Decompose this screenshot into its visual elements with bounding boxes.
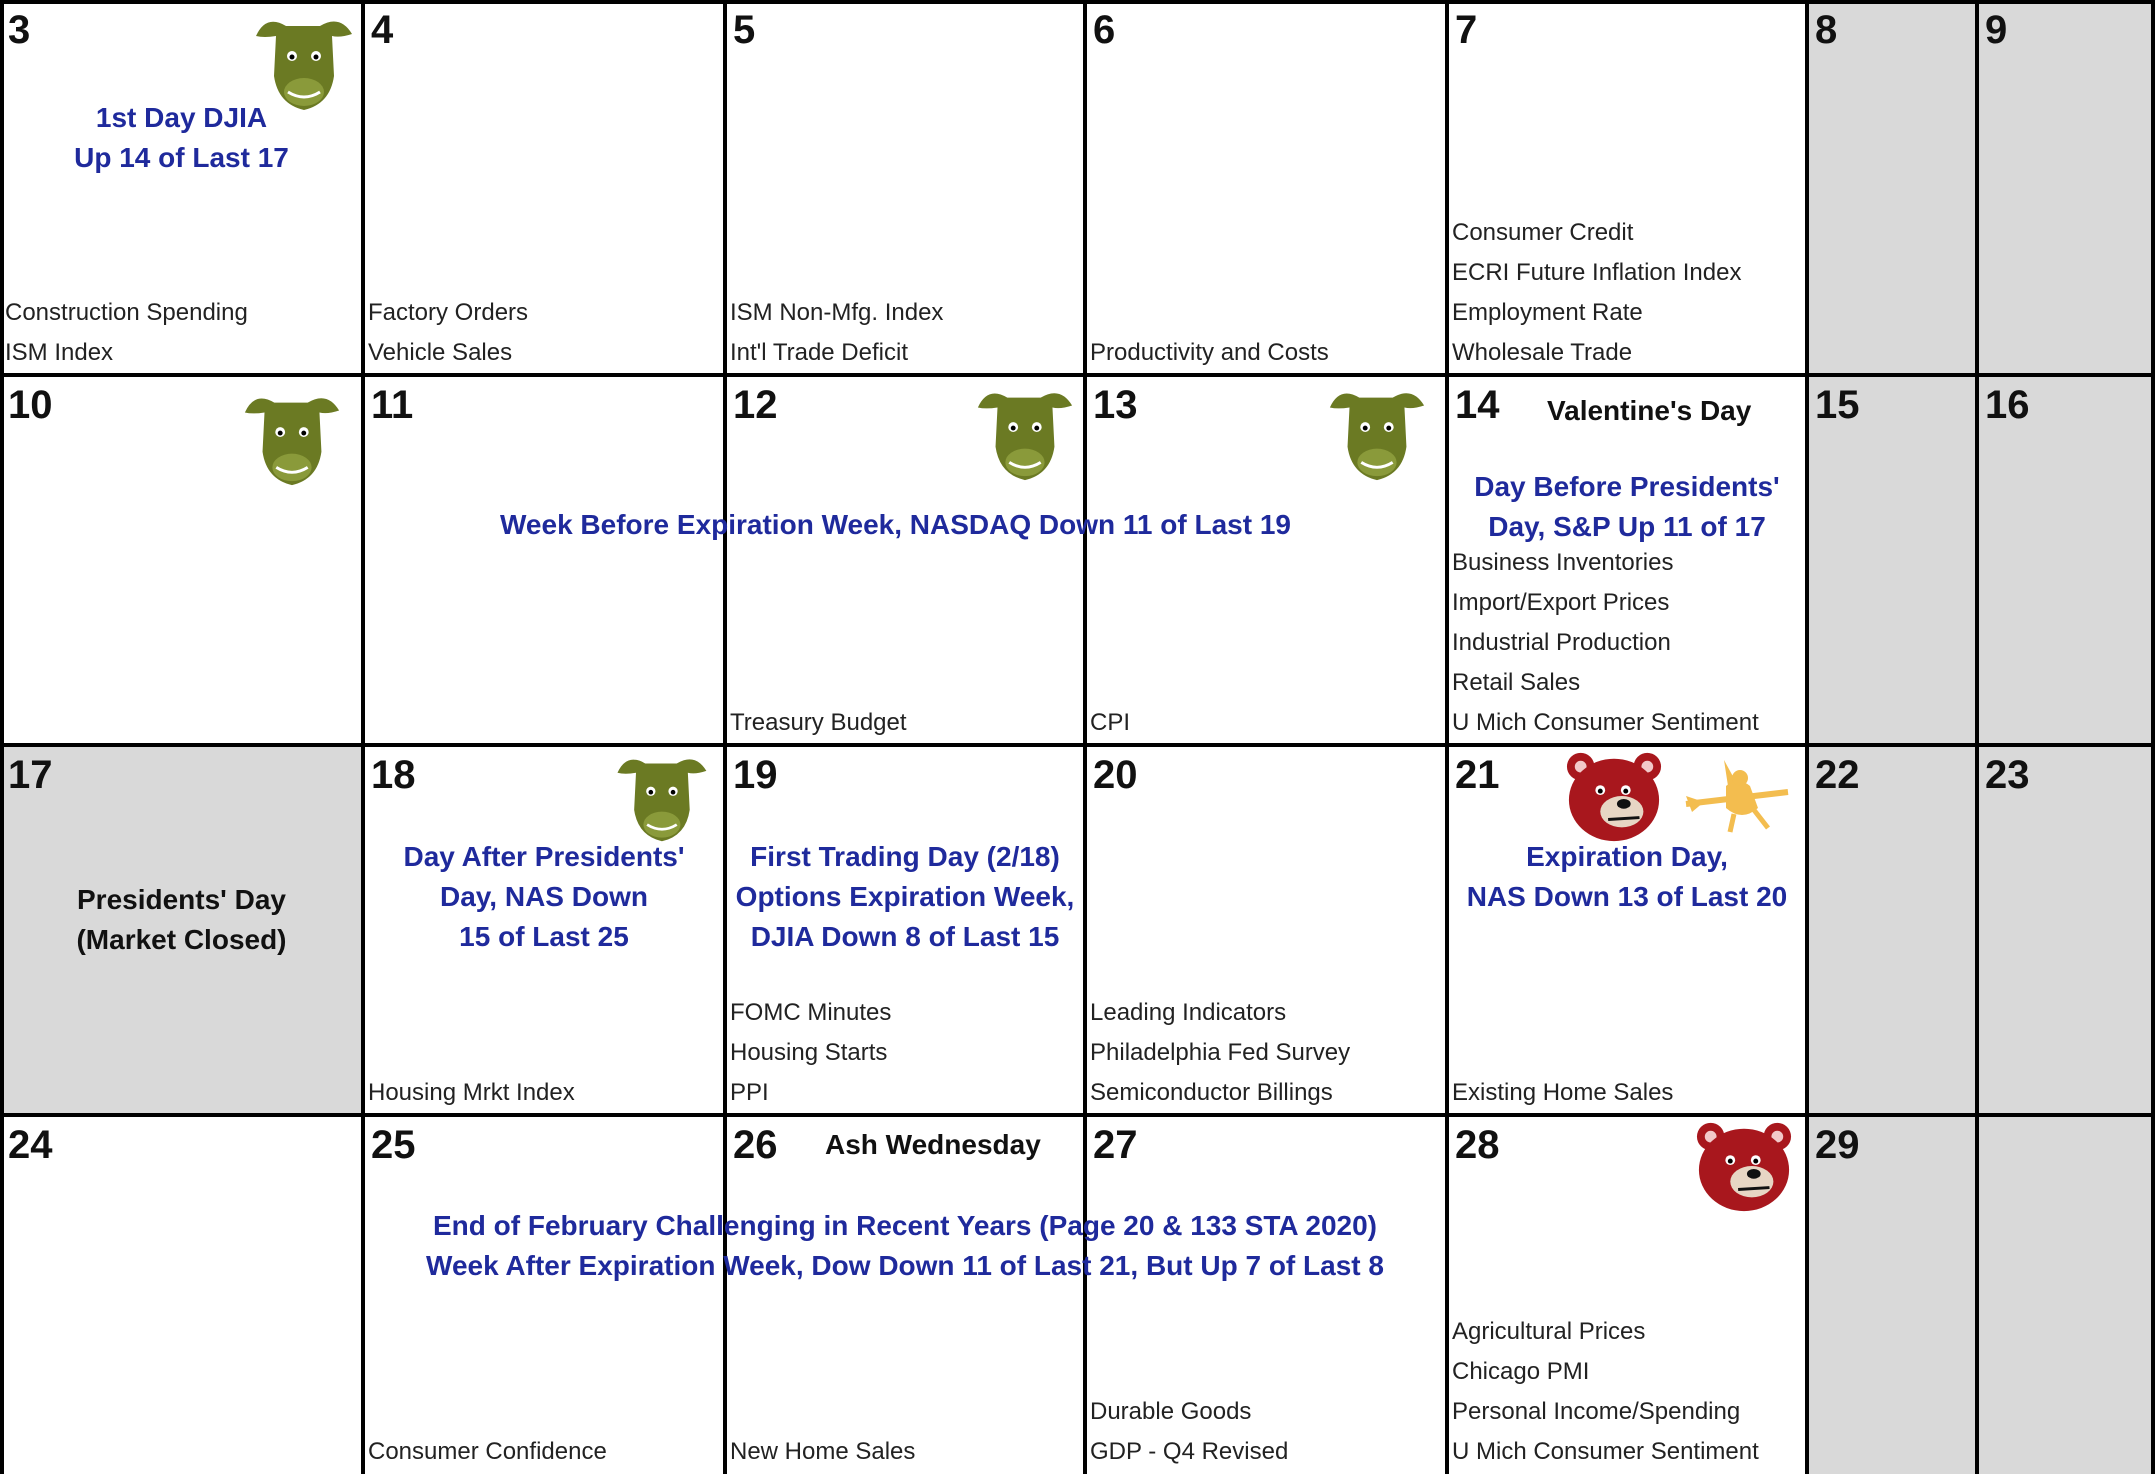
- day-number: 24: [8, 1123, 53, 1167]
- grid-line: [0, 0, 2155, 4]
- event-list: [1452, 543, 1805, 743]
- grid-line: [0, 743, 2155, 747]
- event: Int'l Trade Deficit: [730, 339, 908, 366]
- event: ECRI Future Inflation Index: [1452, 259, 1742, 286]
- event: U Mich Consumer Sentiment: [1452, 1438, 1759, 1465]
- event: Housing Starts: [730, 1039, 888, 1066]
- event-list: [730, 293, 1083, 373]
- event-list: [730, 1432, 1083, 1472]
- week-span-note: Week Before Expiration Week, NASDAQ Down 11 of Last 19: [500, 509, 1291, 540]
- bull-icon: [236, 383, 346, 489]
- event-list: [1452, 213, 1805, 373]
- witch-icon: [1684, 752, 1790, 834]
- day-number: 5: [733, 8, 756, 52]
- day-number: 17: [8, 753, 53, 797]
- event: Semiconductor Billings: [1090, 1079, 1333, 1106]
- day-number: 3: [8, 8, 31, 52]
- day-number: 22: [1815, 753, 1860, 797]
- day-number: 26: [733, 1123, 778, 1167]
- event: Construction Spending: [5, 299, 248, 326]
- event: Import/Export Prices: [1452, 589, 1670, 616]
- day-number: 10: [8, 383, 53, 427]
- event: Durable Goods: [1090, 1398, 1252, 1425]
- event: Consumer Confidence: [368, 1438, 607, 1465]
- grid-line: [1975, 0, 1979, 1474]
- day-23: [1977, 745, 2155, 1115]
- day-14: [1447, 375, 1807, 745]
- holiday-label: Ash Wednesday: [825, 1129, 1041, 1160]
- day-6: [1085, 0, 1447, 375]
- day-17: [0, 745, 363, 1115]
- day-number: 6: [1093, 8, 1116, 52]
- event: CPI: [1090, 709, 1131, 736]
- market-note: Day After Presidents' Day, NAS Down 15 of Last 25: [403, 841, 685, 952]
- day-number: 20: [1093, 753, 1138, 797]
- event-list: [1090, 333, 1445, 373]
- event: Factory Orders: [368, 299, 529, 326]
- holiday-label: Valentine's Day: [1547, 395, 1752, 426]
- grid-line: [2151, 0, 2155, 1474]
- event: ISM Index: [5, 339, 114, 366]
- day-number: 19: [733, 753, 778, 797]
- day-number: 7: [1455, 8, 1478, 52]
- grid-line: [0, 0, 4, 1474]
- day-number: 14: [1455, 383, 1500, 427]
- event-list: [730, 993, 1083, 1113]
- market-closed-note: Presidents' Day (Market Closed): [76, 884, 287, 955]
- event-list: [1090, 993, 1445, 1113]
- bull-icon: [1320, 378, 1432, 484]
- event-list: [1452, 1073, 1805, 1113]
- event: Chicago PMI: [1452, 1358, 1590, 1385]
- day-26: [725, 1115, 1085, 1474]
- day-number: 15: [1815, 383, 1860, 427]
- grid-line: [1445, 0, 1449, 1474]
- event: Industrial Production: [1452, 629, 1671, 656]
- day-4: [363, 0, 725, 375]
- grid-line: [0, 373, 2155, 377]
- grid-line: [361, 0, 365, 1474]
- event-list: [5, 293, 361, 373]
- day-number: 29: [1815, 1123, 1860, 1167]
- bear-icon: [1690, 1117, 1798, 1215]
- day-7: [1447, 0, 1807, 375]
- market-note: Expiration Day, NAS Down 13 of Last 20: [1466, 841, 1788, 912]
- event: PPI: [730, 1079, 769, 1106]
- market-note: First Trading Day (2/18) Options Expiration Week, DJIA Down 8 of Last 15: [735, 841, 1075, 952]
- day-9: [1977, 0, 2155, 375]
- day-number: 11: [371, 383, 414, 427]
- event: Business Inventories: [1452, 549, 1674, 576]
- event-list: [368, 1432, 723, 1472]
- day-27: [1085, 1115, 1447, 1474]
- market-note: Day Before Presidents' Day, S&P Up 11 of 17: [1474, 471, 1780, 542]
- day-number: 23: [1985, 753, 2030, 797]
- day-25: [363, 1115, 725, 1474]
- event: Existing Home Sales: [1452, 1079, 1674, 1106]
- bull-icon: [968, 378, 1080, 484]
- event-list: [368, 293, 723, 373]
- event-list: [1090, 1392, 1445, 1472]
- day-number: 9: [1985, 8, 2008, 52]
- event-list: [730, 703, 1083, 743]
- day-24: [0, 1115, 363, 1474]
- grid-line: [1805, 0, 1809, 1474]
- day-20: [1085, 745, 1447, 1115]
- event: Retail Sales: [1452, 669, 1581, 696]
- event: GDP - Q4 Revised: [1090, 1438, 1289, 1465]
- day-number: 8: [1815, 8, 1838, 52]
- day-number: 18: [371, 753, 416, 797]
- event: Personal Income/Spending: [1452, 1398, 1741, 1425]
- day-number: 28: [1455, 1123, 1500, 1167]
- day-number: 13: [1093, 383, 1138, 427]
- bull-icon: [605, 745, 717, 845]
- event: Housing Mrkt Index: [368, 1079, 575, 1106]
- day-number: 21: [1455, 753, 1500, 797]
- day-number: 12: [733, 383, 778, 427]
- event: Vehicle Sales: [368, 339, 513, 366]
- event: Agricultural Prices: [1452, 1318, 1646, 1345]
- day-19: [725, 745, 1085, 1115]
- event: FOMC Minutes: [730, 999, 892, 1026]
- day-number: 4: [371, 8, 394, 52]
- event: ISM Non-Mfg. Index: [730, 299, 944, 326]
- grid-line: [0, 1113, 2155, 1117]
- event: Consumer Credit: [1452, 219, 1634, 246]
- market-note: 1st Day DJIA Up 14 of Last 17: [74, 102, 289, 173]
- event: U Mich Consumer Sentiment: [1452, 709, 1759, 736]
- day-5: [725, 0, 1085, 375]
- event: Productivity and Costs: [1090, 339, 1329, 366]
- event-list: [368, 1073, 723, 1113]
- event: Leading Indicators: [1090, 999, 1287, 1026]
- day-29: [1807, 1115, 1977, 1474]
- event: Treasury Budget: [730, 709, 907, 736]
- event-list: [1090, 703, 1445, 743]
- day-8: [1807, 0, 1977, 375]
- day-11: [363, 375, 725, 745]
- day-number: 16: [1985, 383, 2030, 427]
- bull-icon: [248, 6, 358, 114]
- day-number: 25: [371, 1123, 416, 1167]
- bear-icon: [1560, 747, 1668, 845]
- event: New Home Sales: [730, 1438, 916, 1465]
- day-15: [1807, 375, 1977, 745]
- day-22: [1807, 745, 1977, 1115]
- event: Philadelphia Fed Survey: [1090, 1039, 1351, 1066]
- event: Wholesale Trade: [1452, 339, 1633, 366]
- event-list: [1452, 1312, 1805, 1472]
- event: Employment Rate: [1452, 299, 1643, 326]
- week-span-note: End of February Challenging in Recent Years (Page 20 & 133 STA 2020) Week After Expiration Week, Dow Down 11 of Last 21, But Up 7 of Last 8: [426, 1210, 1384, 1281]
- day-number: 27: [1093, 1123, 1138, 1167]
- day-16: [1977, 375, 2155, 745]
- day-empty: [1977, 1115, 2155, 1474]
